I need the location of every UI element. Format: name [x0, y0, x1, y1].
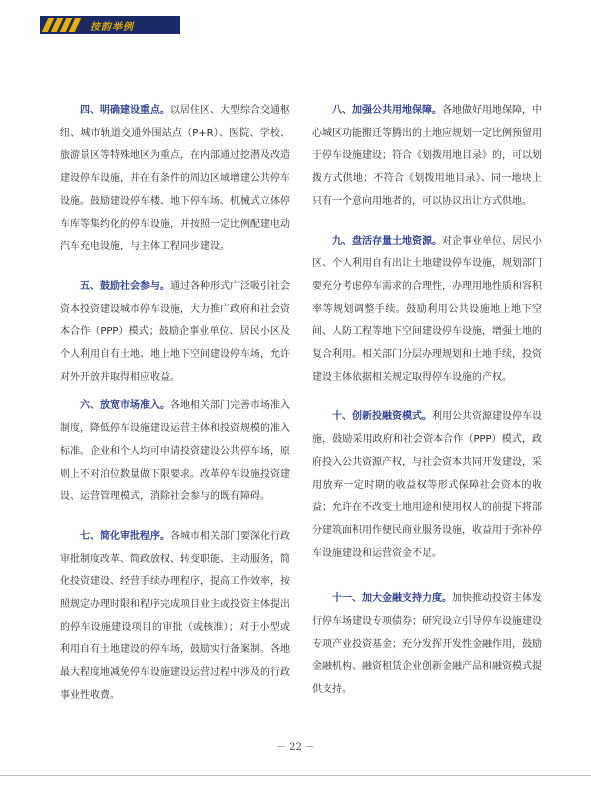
stripe-decoration-icon [45, 18, 78, 32]
header-title: 按韵举例 [90, 21, 134, 33]
section-paragraph [312, 231, 542, 390]
left-column [60, 100, 290, 708]
section-paragraph [312, 406, 542, 565]
section-body: 各地做好用地保障，中心城区功能搬迁等腾出的土地应规划一定比例预留用于停车设施建设；符合《划拨用地目录》的，可以划拨方式供地；不符合《划拨用地目录》、同一地块上只有一个意向用地者的，可以协议出让方式供地。 [312, 105, 542, 207]
section-paragraph [60, 276, 290, 390]
section-heading: 十一、加大金融支持力度。 [332, 593, 452, 605]
bottom-divider [0, 775, 591, 776]
section-heading: 四、明确建设重点。 [80, 105, 170, 116]
page-number: － 22 － [275, 742, 316, 753]
right-column [312, 100, 542, 702]
section-body: 加快推动投资主体发行停车场建设专项债券；研究设立引导停车设施建设专项产业投资基金；充分发挥开发性金融作用，鼓励金融机构、融资租赁企业创新金融产品和融资模式提供支持。 [312, 593, 542, 696]
section-body: 对企事业单位、居民小区、个人利用自有出让土地建设停车设施，规划部门要充分考虑停车需求的合理性，办理用地性质和容积率等规划调整手续。鼓励利用公共设施地上地下空间、人防工程等地下空间建设停车设施，增强土地的复合利用。相关部门分层办理规划和土地手续，投资建设主体依据相关规定取得停车设施的产权。 [312, 235, 542, 383]
section-paragraph [312, 588, 542, 702]
section-heading: 七、简化审批程序。 [80, 530, 170, 542]
section-body: 利用公共资源建设停车设施，鼓励采用政府和社会资本合作（PPP）模式，政府投入公共资源产权，与社会资本共同开发建设，采用放弃一定时期的收益权等形式保障社会资本的收益；允许在不改变土地用途和使用权人的前提下将部分建筑面积用作便民商业服务设施，收益用于弥补停车设施建设和运营资金不足。 [312, 411, 542, 559]
section-paragraph [60, 395, 290, 509]
section-heading: 九、盘活存量土地资源。 [332, 235, 442, 247]
section-body: 各地相关部门完善市场准入制度，降低停车设施建设运营主体和投资规模的准入标准。企业和个人均可申请投资建设公共停车场，原则上不对泊位数量做下限要求。改革停车设施投资建设、运营管理模式，消除社会参与的既有障碍。 [60, 400, 290, 503]
section-heading: 六、放宽市场准入。 [80, 400, 170, 412]
section-heading: 十、创新投融资模式。 [332, 411, 432, 423]
section-paragraph [312, 100, 542, 214]
section-body: 各城市相关部门要深化行政审批制度改革、简政放权、转变职能、主动服务，简化投资建设、经营手续办理程序，提高工作效率，按照规定办理时限和程序完成项目业主或投资主体提出的停车设施建设项目的审批（或核准）；对于小型或利用自有土地建设的停车场，鼓励实行备案制。各地最大程度地减免停车设施建设运营过程中涉及的行政事业性收费。 [60, 530, 290, 701]
section-paragraph [60, 100, 290, 259]
section-body: 以居住区、大型综合交通枢纽、城市轨道交通外围站点（P+R）、医院、学校、旅游景区等特殊地区为重点，在内部通过挖潜及改造建设停车设施，并在有条件的周边区域增建公共停车设施。鼓励建设停车楼、地下停车场、机械式立体停车库等集约化的停车设施，并按照一定比例配建电动汽车充电设施，与主体工程同步建设。 [60, 105, 290, 253]
section-heading: 五、鼓励社会参与。 [80, 280, 170, 292]
header-banner [40, 16, 180, 34]
section-body: 通过各种形式广泛吸引社会资本投资建设城市停车设施，大力推广政府和社会资本合作（PPP）模式；鼓励企事业单位、居民小区及个人利用自有土地、地上地下空间建设停车场，允许对外开放并取得相应收益。 [60, 280, 290, 383]
section-heading: 八、加强公共用地保障。 [332, 105, 442, 116]
section-paragraph [60, 526, 290, 708]
